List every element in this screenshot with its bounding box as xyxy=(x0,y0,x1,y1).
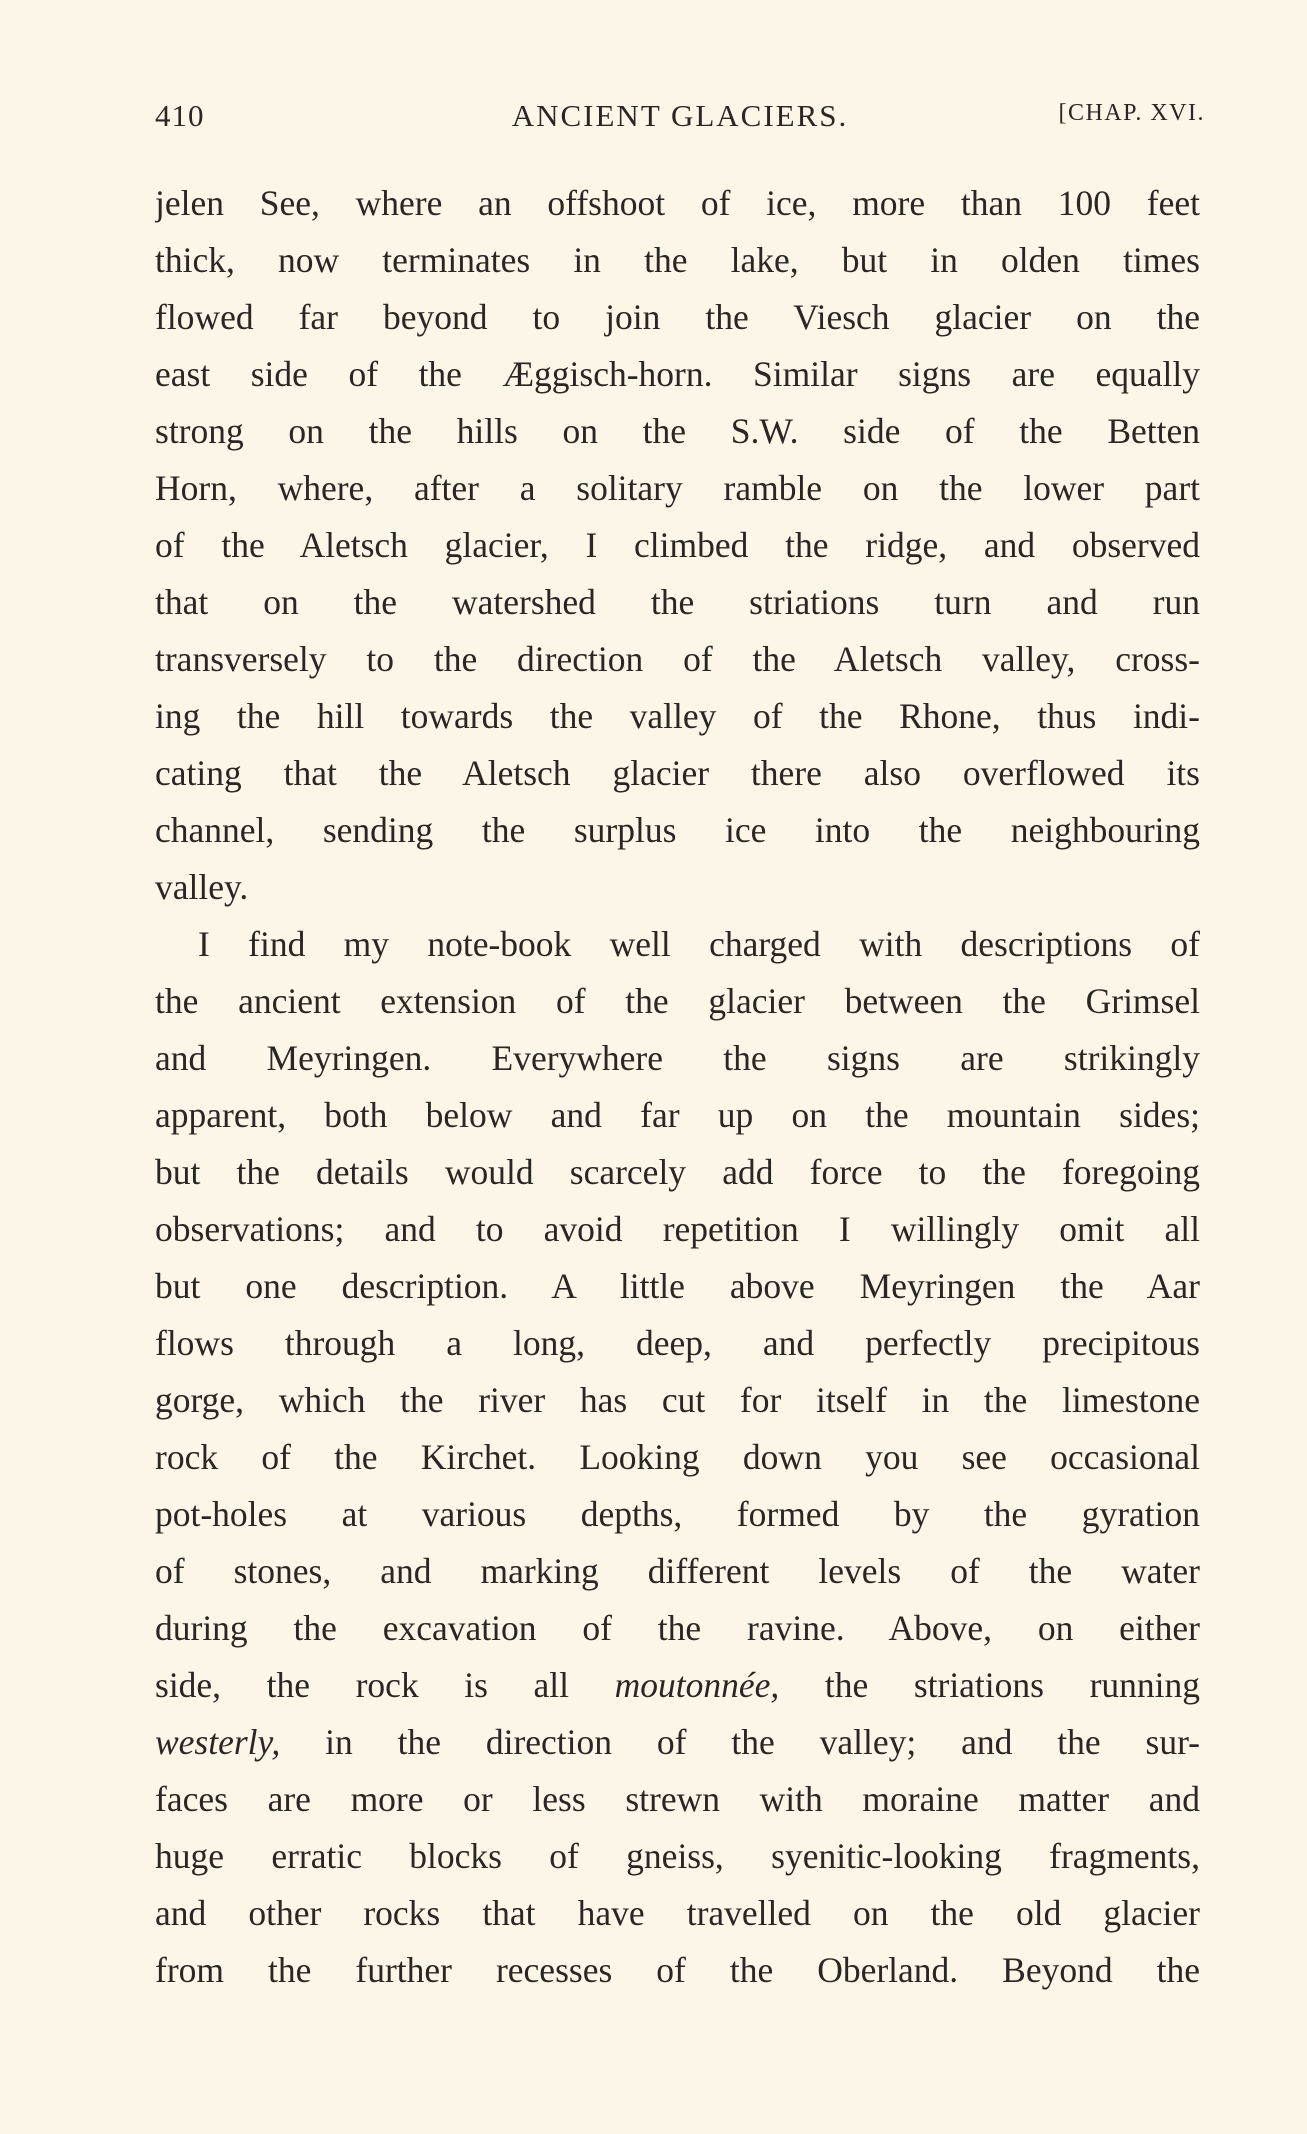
text-line: thick, now terminates in the lake, but in olden times xyxy=(155,240,1200,280)
text-line: that on the watershed the striations turn and run xyxy=(155,582,1200,622)
running-head xyxy=(155,98,1205,144)
text-line xyxy=(155,1714,1200,1771)
text-line: cating that the Aletsch glacier there also overflowed its xyxy=(155,753,1200,793)
text-line: observations; and to avoid repetition I willingly omit all xyxy=(155,1209,1200,1249)
text-segment: side, the rock is all xyxy=(155,1665,615,1705)
text-line: channel, sending the surplus ice into the neighbouring xyxy=(155,810,1200,850)
text-line: huge erratic blocks of gneiss, syenitic-looking fragments, xyxy=(155,1836,1200,1876)
text-line: transversely to the direction of the Aletsch valley, cross- xyxy=(155,639,1200,679)
text-line: Horn, where, after a solitary ramble on the lower part xyxy=(155,468,1200,508)
text-line: ing the hill towards the valley of the Rhone, thus indi- xyxy=(155,696,1200,736)
body-text xyxy=(155,175,1200,1999)
italic-term: moutonnée, xyxy=(614,1665,780,1705)
text-line: of stones, and marking different levels of the water xyxy=(155,1551,1200,1591)
text-line: faces are more or less strewn with moraine matter and xyxy=(155,1779,1200,1819)
text-line: flowed far beyond to join the Viesch glacier on the xyxy=(155,297,1200,337)
text-line: I find my note-book well charged with descriptions of xyxy=(198,924,1200,964)
text-segment: the striations running xyxy=(779,1665,1200,1705)
page-number: 410 xyxy=(155,98,205,133)
text-line: of the Aletsch glacier, I climbed the ridge, and observed xyxy=(155,525,1200,565)
text-line: from the further recesses of the Oberland. Beyond the xyxy=(155,1950,1200,1990)
italic-term: westerly, xyxy=(155,1722,281,1762)
text-line: east side of the Æggisch-horn. Similar signs are equally xyxy=(155,354,1200,394)
text-line: pot-holes at various depths, formed by the gyration xyxy=(155,1494,1200,1534)
text-line: and other rocks that have travelled on the old glacier xyxy=(155,1893,1200,1933)
chapter-marker: [CHAP. XVI. xyxy=(1058,100,1205,126)
text-line: but one description. A little above Meyringen the Aar xyxy=(155,1266,1200,1306)
text-line: apparent, both below and far up on the mountain sides; xyxy=(155,1095,1200,1135)
text-segment: in the direction of the valley; and the sur- xyxy=(280,1722,1200,1762)
text-line: but the details would scarcely add force to the foregoing xyxy=(155,1152,1200,1192)
text-line: flows through a long, deep, and perfectly precipitous xyxy=(155,1323,1200,1363)
text-line: during the excavation of the ravine. Above, on either xyxy=(155,1608,1200,1648)
text-line: gorge, which the river has cut for itself in the limestone xyxy=(155,1380,1200,1420)
text-line: jelen See, where an offshoot of ice, more than 100 feet xyxy=(155,183,1200,223)
text-line: rock of the Kirchet. Looking down you see occasional xyxy=(155,1437,1200,1477)
text-line: the ancient extension of the glacier between the Grimsel xyxy=(155,981,1200,1021)
text-line: strong on the hills on the S.W. side of the Betten xyxy=(155,411,1200,451)
text-line: and Meyringen. Everywhere the signs are strikingly xyxy=(155,1038,1200,1078)
running-title: ANCIENT GLACIERS. xyxy=(511,98,849,133)
text-line xyxy=(155,1657,1200,1714)
text-line: valley. xyxy=(155,867,249,907)
